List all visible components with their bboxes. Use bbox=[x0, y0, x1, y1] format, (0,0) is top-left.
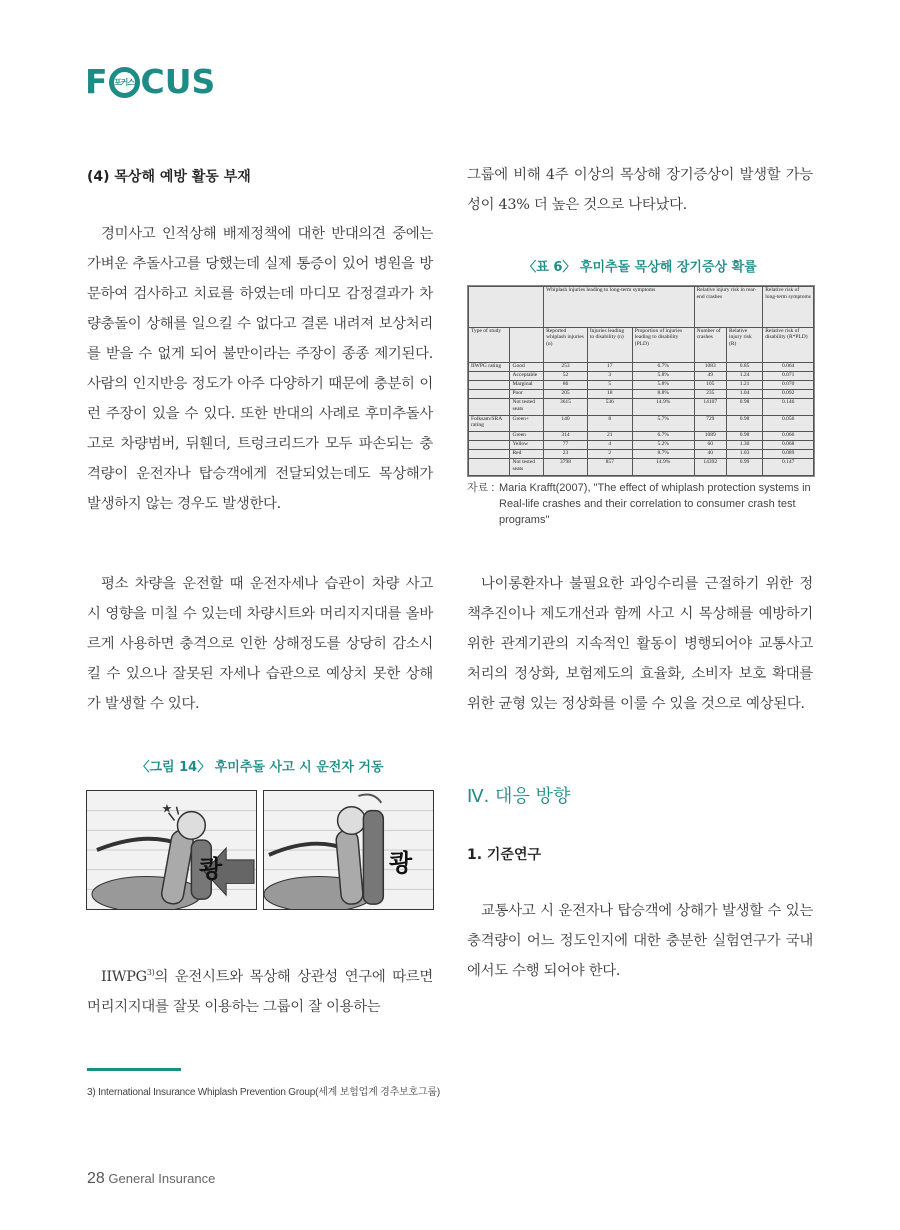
source-label: 자료 : bbox=[467, 482, 495, 494]
table-cell: 0.99 bbox=[726, 459, 762, 476]
table-cell: 1.30 bbox=[726, 441, 762, 450]
table-col-header: Proportion of injuries leading to disability (PLD) bbox=[632, 327, 694, 363]
table-cell: Good bbox=[510, 363, 544, 372]
table-cell: 0.147 bbox=[763, 459, 814, 476]
paragraph-5-text: 교통사고 시 운전자나 탑승객에 상해가 발생할 수 있는 충격량이 어느 정도인지에 대한 충분한 실험연구가 국내에서도 수행 되어야 한다. bbox=[467, 903, 813, 979]
logo-letter-f: F bbox=[85, 62, 108, 101]
table-cell: Not tested seats bbox=[510, 459, 544, 476]
table-cell: 2 bbox=[587, 450, 632, 459]
table-cell: 8.7% bbox=[632, 450, 694, 459]
table-cell: 8.8% bbox=[632, 390, 694, 399]
table-row bbox=[469, 441, 814, 450]
table-cell: 0.146 bbox=[763, 399, 814, 416]
table-blank-header bbox=[469, 287, 544, 328]
table-cell: 235 bbox=[694, 390, 726, 399]
table-row bbox=[469, 381, 814, 390]
table-col-header: Injuries leading to disability (n) bbox=[587, 327, 632, 363]
table-header-group-3: Relative risk of long-term symptoms bbox=[763, 287, 814, 328]
table-col-header: Number of crashes bbox=[694, 327, 726, 363]
table-cell: 729 bbox=[694, 415, 726, 432]
table-row bbox=[469, 390, 814, 399]
table-source bbox=[467, 480, 813, 528]
paragraph-4 bbox=[467, 569, 813, 719]
table-cell: Yellow bbox=[510, 441, 544, 450]
heading-no-prevention: (4) 목상해 예방 활동 부재 bbox=[87, 169, 251, 185]
table-cell: 1.03 bbox=[726, 450, 762, 459]
table-row bbox=[469, 372, 814, 381]
paragraph-3-text bbox=[87, 958, 433, 1022]
table-cell bbox=[469, 450, 510, 459]
crash-sound-label-1: 쾅 bbox=[199, 855, 223, 883]
table-cell: 0.98 bbox=[726, 415, 762, 432]
table-cell: 0.070 bbox=[763, 381, 814, 390]
table-col-header: Reported whiplash injuries (n) bbox=[544, 327, 588, 363]
figure-panel-before bbox=[86, 790, 257, 910]
table-row bbox=[469, 450, 814, 459]
table-cell: 0.85 bbox=[726, 363, 762, 372]
table-cell: 205 bbox=[544, 390, 588, 399]
table-cell: 4 bbox=[587, 441, 632, 450]
table-cell: Folksam/SRA rating bbox=[469, 415, 510, 432]
table-cell: 40 bbox=[694, 450, 726, 459]
table-col-header: Relative injury risk (R) bbox=[726, 327, 762, 363]
table-cell: 3798 bbox=[544, 459, 588, 476]
footnote-ref: 3) bbox=[146, 968, 155, 977]
paragraph-5 bbox=[467, 896, 813, 986]
table-cell: 14.9% bbox=[632, 459, 694, 476]
table-cell: Not tested seats bbox=[510, 399, 544, 416]
table-row bbox=[469, 363, 814, 372]
table-cell: 105 bbox=[694, 381, 726, 390]
table-cell: Acceptable bbox=[510, 372, 544, 381]
footnote: 3) International Insurance Whiplash Prevention Group(세계 보험업계 경추보호그룹) bbox=[87, 1087, 441, 1098]
table-6-image bbox=[467, 285, 815, 477]
heading-standard-research: 1. 기준연구 bbox=[467, 847, 542, 863]
table-cell: 0.071 bbox=[763, 372, 814, 381]
crash-sound-label-2: 쾅 bbox=[389, 849, 413, 877]
table-row bbox=[469, 399, 814, 416]
table-cell: 86 bbox=[544, 381, 588, 390]
paragraph-3 bbox=[87, 958, 433, 1022]
paragraph-1-text: 경미사고 인적상해 배제정책에 대한 반대의견 중에는 가벼운 추돌사고를 당했는데 실제 통증이 있어 병원을 방문하여 검사하고 치료를 하였는데 마디모 감정결과가 차량충돌이 상해를 일으킬 수 없다고 결론 내려져 보상처리를 받을 수 없게 되어 불만이라는 주장이 종종 제기된다. 사람의 인지반응 정도가 아주 다양하기 때문에 충분히 이런 주장이 있을 수 있다. 또한 반대의 사례로 후미추돌사고로 차량범버, 뒤휀더, 트렁크리드가 모두 파손되는 충격량이 운전자나 탑승객에게 전달되었는데도 목상해가 발생하지 않는 경우도 발생한다. bbox=[87, 226, 433, 512]
table-cell: 17 bbox=[587, 363, 632, 372]
table-cell bbox=[469, 399, 510, 416]
table-cell: 0.98 bbox=[726, 399, 762, 416]
table-cell: 14.9% bbox=[632, 399, 694, 416]
table-cell: 857 bbox=[587, 459, 632, 476]
table-cell: 3 bbox=[587, 372, 632, 381]
table-cell: 6.7% bbox=[632, 432, 694, 441]
table-cell: 0.066 bbox=[763, 432, 814, 441]
whiplash-table bbox=[468, 286, 814, 476]
table-cell: 52 bbox=[544, 372, 588, 381]
table-cell: Marginal bbox=[510, 381, 544, 390]
table-cell: 253 bbox=[544, 363, 588, 372]
logo-ring bbox=[109, 67, 140, 98]
figure-panel-after bbox=[263, 790, 434, 910]
table-row bbox=[469, 415, 814, 432]
paragraph-1 bbox=[87, 219, 433, 519]
svg-text:★: ★ bbox=[161, 801, 173, 816]
paragraph-3-rest: 의 운전시트와 목상해 상관성 연구에 따르면 머리지지대를 잘못 이용하는 그룹이 잘 이용하는 bbox=[87, 968, 433, 1015]
table-cell: 6.7% bbox=[632, 363, 694, 372]
table-col-header bbox=[510, 327, 544, 363]
table-col-header: Type of study bbox=[469, 327, 510, 363]
table-cell: 14392 bbox=[694, 459, 726, 476]
table-cell: 5.2% bbox=[632, 441, 694, 450]
table-cell: Red bbox=[510, 450, 544, 459]
table-cell: 5 bbox=[587, 381, 632, 390]
table-cell bbox=[469, 432, 510, 441]
table-cell: Poor bbox=[510, 390, 544, 399]
table-cell: 536 bbox=[587, 399, 632, 416]
table-cell: 0.056 bbox=[763, 415, 814, 432]
table-cell bbox=[469, 381, 510, 390]
table-col-header: Relative risk of disability (R*PLD) bbox=[763, 327, 814, 363]
paragraph-4-text: 나이롱환자나 불필요한 과잉수리를 근절하기 위한 정책추진이나 제도개선과 함께 사고 시 목상해를 예방하기 위한 관계기관의 지속적인 활동이 병행되어야 교통사고 처리의 정상화, 보험제도의 효율화, 소비자 보호 확대를 위한 균형 있는 정상화를 이룰 수 있을 것으로 예상된다. bbox=[467, 576, 813, 712]
table-cell: 1.24 bbox=[726, 372, 762, 381]
table-header-group-1: Whiplash injuries leading to long-term symptoms bbox=[544, 287, 695, 328]
table-cell: 314 bbox=[544, 432, 588, 441]
table-cell: 60 bbox=[694, 441, 726, 450]
table-cell bbox=[469, 459, 510, 476]
table-cell: 0.092 bbox=[763, 390, 814, 399]
focus-logo bbox=[85, 62, 215, 102]
page-footer bbox=[87, 1170, 215, 1188]
table-cell bbox=[469, 372, 510, 381]
paragraph-2 bbox=[87, 569, 433, 719]
logo-letters-cus: CUS bbox=[140, 62, 216, 101]
footnote-divider bbox=[87, 1068, 181, 1071]
table-cell: 0.98 bbox=[726, 432, 762, 441]
table-cell: 8 bbox=[587, 415, 632, 432]
table-6-caption: 〈표 6〉 후미추돌 목상해 장기증상 확률 bbox=[523, 260, 757, 275]
table-cell: 1.21 bbox=[726, 381, 762, 390]
source-text: Maria Krafft(2007), "The effect of whiplash protection systems in Real-life crashes and their correlation to consumer crash test programs" bbox=[499, 482, 811, 526]
table-cell: Green+ bbox=[510, 415, 544, 432]
table-cell: 1089 bbox=[694, 432, 726, 441]
page-number: 28 bbox=[87, 1170, 105, 1187]
figure-14 bbox=[86, 790, 434, 910]
table-cell: 1.04 bbox=[726, 390, 762, 399]
table-cell: 0.064 bbox=[763, 363, 814, 372]
iiwpg-abbrev: IIWPG bbox=[101, 968, 147, 985]
table-cell: 49 bbox=[694, 372, 726, 381]
table-cell: 23 bbox=[544, 450, 588, 459]
publication-title: General Insurance bbox=[108, 1171, 216, 1186]
table-cell: 1083 bbox=[694, 363, 726, 372]
logo-inner-text: 포커스 bbox=[113, 77, 135, 87]
table-row bbox=[469, 459, 814, 476]
paragraph-continued bbox=[467, 160, 813, 220]
table-cell bbox=[469, 390, 510, 399]
table-row bbox=[469, 432, 814, 441]
table-cell: 5.8% bbox=[632, 372, 694, 381]
paragraph-2-text: 평소 차량을 운전할 때 운전자세나 습관이 차량 사고 시 영향을 미칠 수 있는데 차량시트와 머리지지대를 올바르게 사용하면 충격으로 인한 상해정도를 상당히 감소시킬 수 있으나 잘못된 자세나 습관으로 예상치 못한 상해가 발생할 수 있다. bbox=[87, 576, 433, 712]
table-cell bbox=[469, 441, 510, 450]
table-cell: 5.8% bbox=[632, 381, 694, 390]
table-cell: 21 bbox=[587, 432, 632, 441]
table-cell: 0.068 bbox=[763, 441, 814, 450]
section-title-response: Ⅳ. 대응 방향 bbox=[467, 786, 571, 807]
table-cell: IIWPG rating bbox=[469, 363, 510, 372]
table-cell: 5.7% bbox=[632, 415, 694, 432]
table-header-group-2: Relative injury risk in rear-end crashes bbox=[694, 287, 763, 328]
table-cell: 14107 bbox=[694, 399, 726, 416]
figure-14-caption: 〈그림 14〉 후미추돌 사고 시 운전자 거동 bbox=[136, 760, 384, 775]
table-cell: 140 bbox=[544, 415, 588, 432]
table-cell: 0.089 bbox=[763, 450, 814, 459]
table-cell: 18 bbox=[587, 390, 632, 399]
table-cell: 77 bbox=[544, 441, 588, 450]
paragraph-continued-text: 그룹에 비해 4주 이상의 목상해 장기증상이 발생할 가능성이 43% 더 높은 것으로 나타났다. bbox=[467, 167, 813, 213]
table-cell: 3615 bbox=[544, 399, 588, 416]
table-cell: Green bbox=[510, 432, 544, 441]
